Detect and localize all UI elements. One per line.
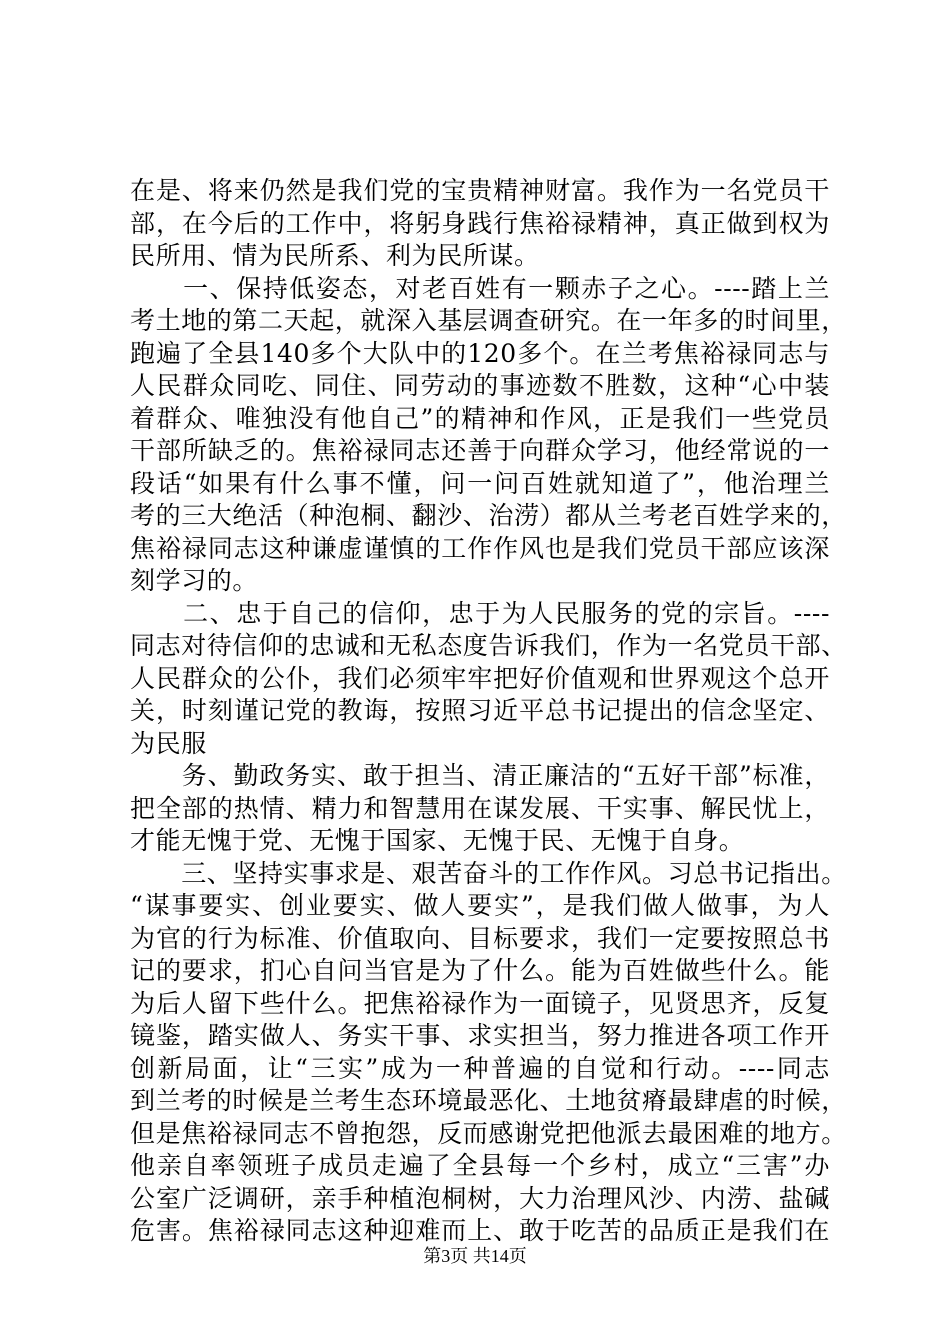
text-line: 为后人留下些什么。把焦裕禄作为一面镜子，见贤思齐，反复	[130, 988, 830, 1018]
text-line: 关，时刻谨记党的教诲，按照习近平总书记提出的信念坚定、	[130, 696, 830, 725]
text-line: 人民群众的公仆，我们必须牢牢把好价值观和世界观这个总开	[130, 663, 830, 693]
text-line: 民所用、情为民所系、利为民所谋。	[130, 241, 540, 270]
text-line: 危害。焦裕禄同志这种迎难而上、敢于吃苦的品质正是我们在	[130, 1216, 830, 1245]
text-line: 焦裕禄同志这种谦虚谨慎的工作作风也是我们党员干部应该深	[130, 533, 830, 563]
text-line: 镜鉴，踏实做人、务实干事、求实担当，努力推进各项工作开	[130, 1021, 830, 1050]
text-line: 但是焦裕禄同志不曾抱怨，反而感谢党把他派去最困难的地方。	[130, 1118, 847, 1148]
text-line: 公室广泛调研，亲手种植泡桐树，大力治理风沙、内涝、盐碱	[130, 1183, 830, 1213]
text-line: 二、忠于自己的信仰，忠于为人民服务的党的宗旨。----	[130, 598, 830, 628]
text-line: 务、勤政务实、敢于担当、清正廉洁的“五好干部”标准，	[130, 761, 830, 790]
text-line: 在是、将来仍然是我们党的宝贵精神财富。我作为一名党员干	[130, 176, 830, 205]
text-line: 为民服	[130, 728, 207, 758]
document-body	[130, 175, 847, 1248]
text-line: 跑遍了全县140多个大队中的120多个。在兰考焦裕禄同志与	[130, 338, 830, 368]
text-line: 干部所缺乏的。焦裕禄同志还善于向群众学习，他经常说的一	[130, 436, 830, 465]
text-line: 他亲自率领班子成员走遍了全县每一个乡村，成立“三害”办	[130, 1151, 830, 1180]
text-line: 一、保持低姿态，对老百姓有一颗赤子之心。----踏上兰	[130, 273, 830, 303]
text-line: 同志对待信仰的忠诚和无私态度告诉我们，作为一名党员干部、	[130, 631, 847, 660]
text-line: 着群众、唯独没有他自己”的精神和作风，正是我们一些党员	[130, 403, 830, 433]
text-line: 记的要求，扪心自问当官是为了什么。能为百姓做些什么。能	[130, 956, 830, 985]
text-line: 考的三大绝活（种泡桐、翻沙、治涝）都从兰考老百姓学来的，	[130, 501, 847, 530]
text-line: 人民群众同吃、同住、同劳动的事迹数不胜数，这种“心中装	[130, 371, 830, 400]
text-line: 部，在今后的工作中，将躬身践行焦裕禄精神，真正做到权为	[130, 208, 830, 238]
text-line: 到兰考的时候是兰考生态环境最恶化、土地贫瘠最肆虐的时候，	[130, 1086, 847, 1115]
text-line: 考土地的第二天起，就深入基层调查研究。在一年多的时间里，	[130, 306, 847, 335]
text-line: 三、坚持实事求是、艰苦奋斗的工作作风。习总书记指出。	[130, 858, 847, 888]
page-footer: 第3页 共14页	[423, 1246, 527, 1266]
text-line: 把全部的热情、精力和智慧用在谋发展、干实事、解民忧上，	[130, 793, 830, 823]
text-line: 段话“如果有什么事不懂，问一问百姓就知道了”，他治理兰	[130, 468, 830, 498]
text-line: 创新局面，让“三实”成为一种普遍的自觉和行动。----同志	[130, 1053, 830, 1083]
text-line: “谋事要实、创业要实、做人要实”，是我们做人做事，为人	[130, 891, 830, 920]
text-line: 刻学习的。	[130, 566, 259, 595]
text-line: 才能无愧于党、无愧于国家、无愧于民、无愧于自身。	[130, 826, 745, 855]
text-line: 为官的行为标准、价值取向、目标要求，我们一定要按照总书	[130, 923, 830, 953]
